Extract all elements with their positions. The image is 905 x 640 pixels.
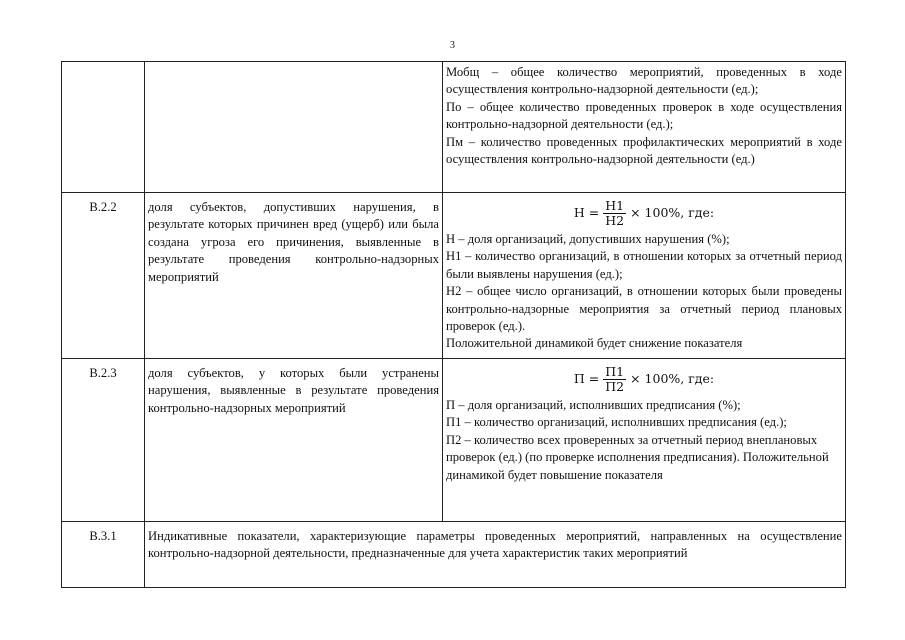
row-code-cell: В.3.1	[62, 522, 145, 588]
variable-definition: Мобщ – общее количество мероприятий, проведенных в ходе осуществления контрольно-надзорной деятельности (ед.);	[446, 65, 842, 97]
row-code-cell: В.2.3	[62, 359, 145, 522]
table-row	[62, 522, 846, 588]
formula	[446, 361, 842, 397]
table-row	[62, 359, 846, 522]
row-code-cell: В.2.2	[62, 193, 145, 359]
formula-fraction	[603, 199, 626, 228]
row-code-cell	[62, 62, 145, 193]
variable-definition: Пм – количество проведенных профилактических мероприятий в ходе осуществления контрольно-надзорной деятельности (ед.)	[446, 134, 842, 167]
formula-denominator: П2	[605, 378, 625, 394]
variable-definition: П2 – количество всех проверенных за отчетный период внеплановых проверок (ед.) (по проверке исполнения предписания). Положительной динамикой будет повышение показателя	[446, 432, 829, 482]
row-description-cell: доля субъектов, у которых были устранены нарушения, выявленные в результате проведения контрольно-надзорных мероприятий	[145, 359, 443, 522]
row-description-cell: доля субъектов, допустивших нарушения, в результате которых причинен вред (ущерб) или была создана угроза его причинения, выявленные в результате проведения контрольно-надзорных мероприятий	[145, 193, 443, 359]
table-row	[62, 62, 846, 193]
formula-denominator: Н2	[605, 212, 625, 228]
variable-definition: Н2 – общее число организаций, в отношении которых были проведены контрольно-надзорные мероприятия за отчетный период плановых проверок (ед.).	[446, 284, 842, 334]
formula-numerator: Н1	[605, 197, 625, 213]
variable-definition: П – доля организаций, исполнивших предписания (%);	[446, 398, 741, 412]
formula-rhs: × 100%, где:	[630, 371, 715, 387]
formula-fraction	[603, 365, 626, 394]
row-formula-cell	[443, 62, 846, 193]
page-number: 3	[450, 40, 455, 51]
formula-numerator: П1	[605, 363, 625, 379]
dynamics-note: Положительной динамикой будет снижение показателя	[446, 336, 743, 351]
table-row	[62, 193, 846, 359]
formula-lhs: П =	[573, 371, 600, 387]
row-formula-cell	[443, 193, 846, 359]
variable-definition: Н1 – количество организаций, в отношении которых за отчетный период были выявлены нарушения (ед.);	[446, 249, 842, 281]
formula	[446, 195, 842, 231]
formula-lhs: Н =	[573, 205, 600, 221]
indicator-table	[61, 61, 846, 588]
formula-rhs: × 100%, где:	[630, 205, 715, 221]
variable-definition: П1 – количество организаций, исполнивших предписания (ед.);	[446, 415, 787, 430]
row-description-cell	[145, 62, 443, 193]
variable-definition: По – общее количество проведенных проверок в ходе осуществления контрольно-надзорной деятельности (ед.);	[446, 99, 842, 132]
row-formula-cell	[443, 359, 846, 522]
variable-definition: Н – доля организаций, допустивших нарушения (%);	[446, 232, 730, 246]
row-description-cell: Индикативные показатели, характеризующие параметры проведенных мероприятий, направленных на осуществление контрольно-надзорной деятельности, предназначенные для учета характеристик таких мероприятий	[145, 522, 846, 588]
